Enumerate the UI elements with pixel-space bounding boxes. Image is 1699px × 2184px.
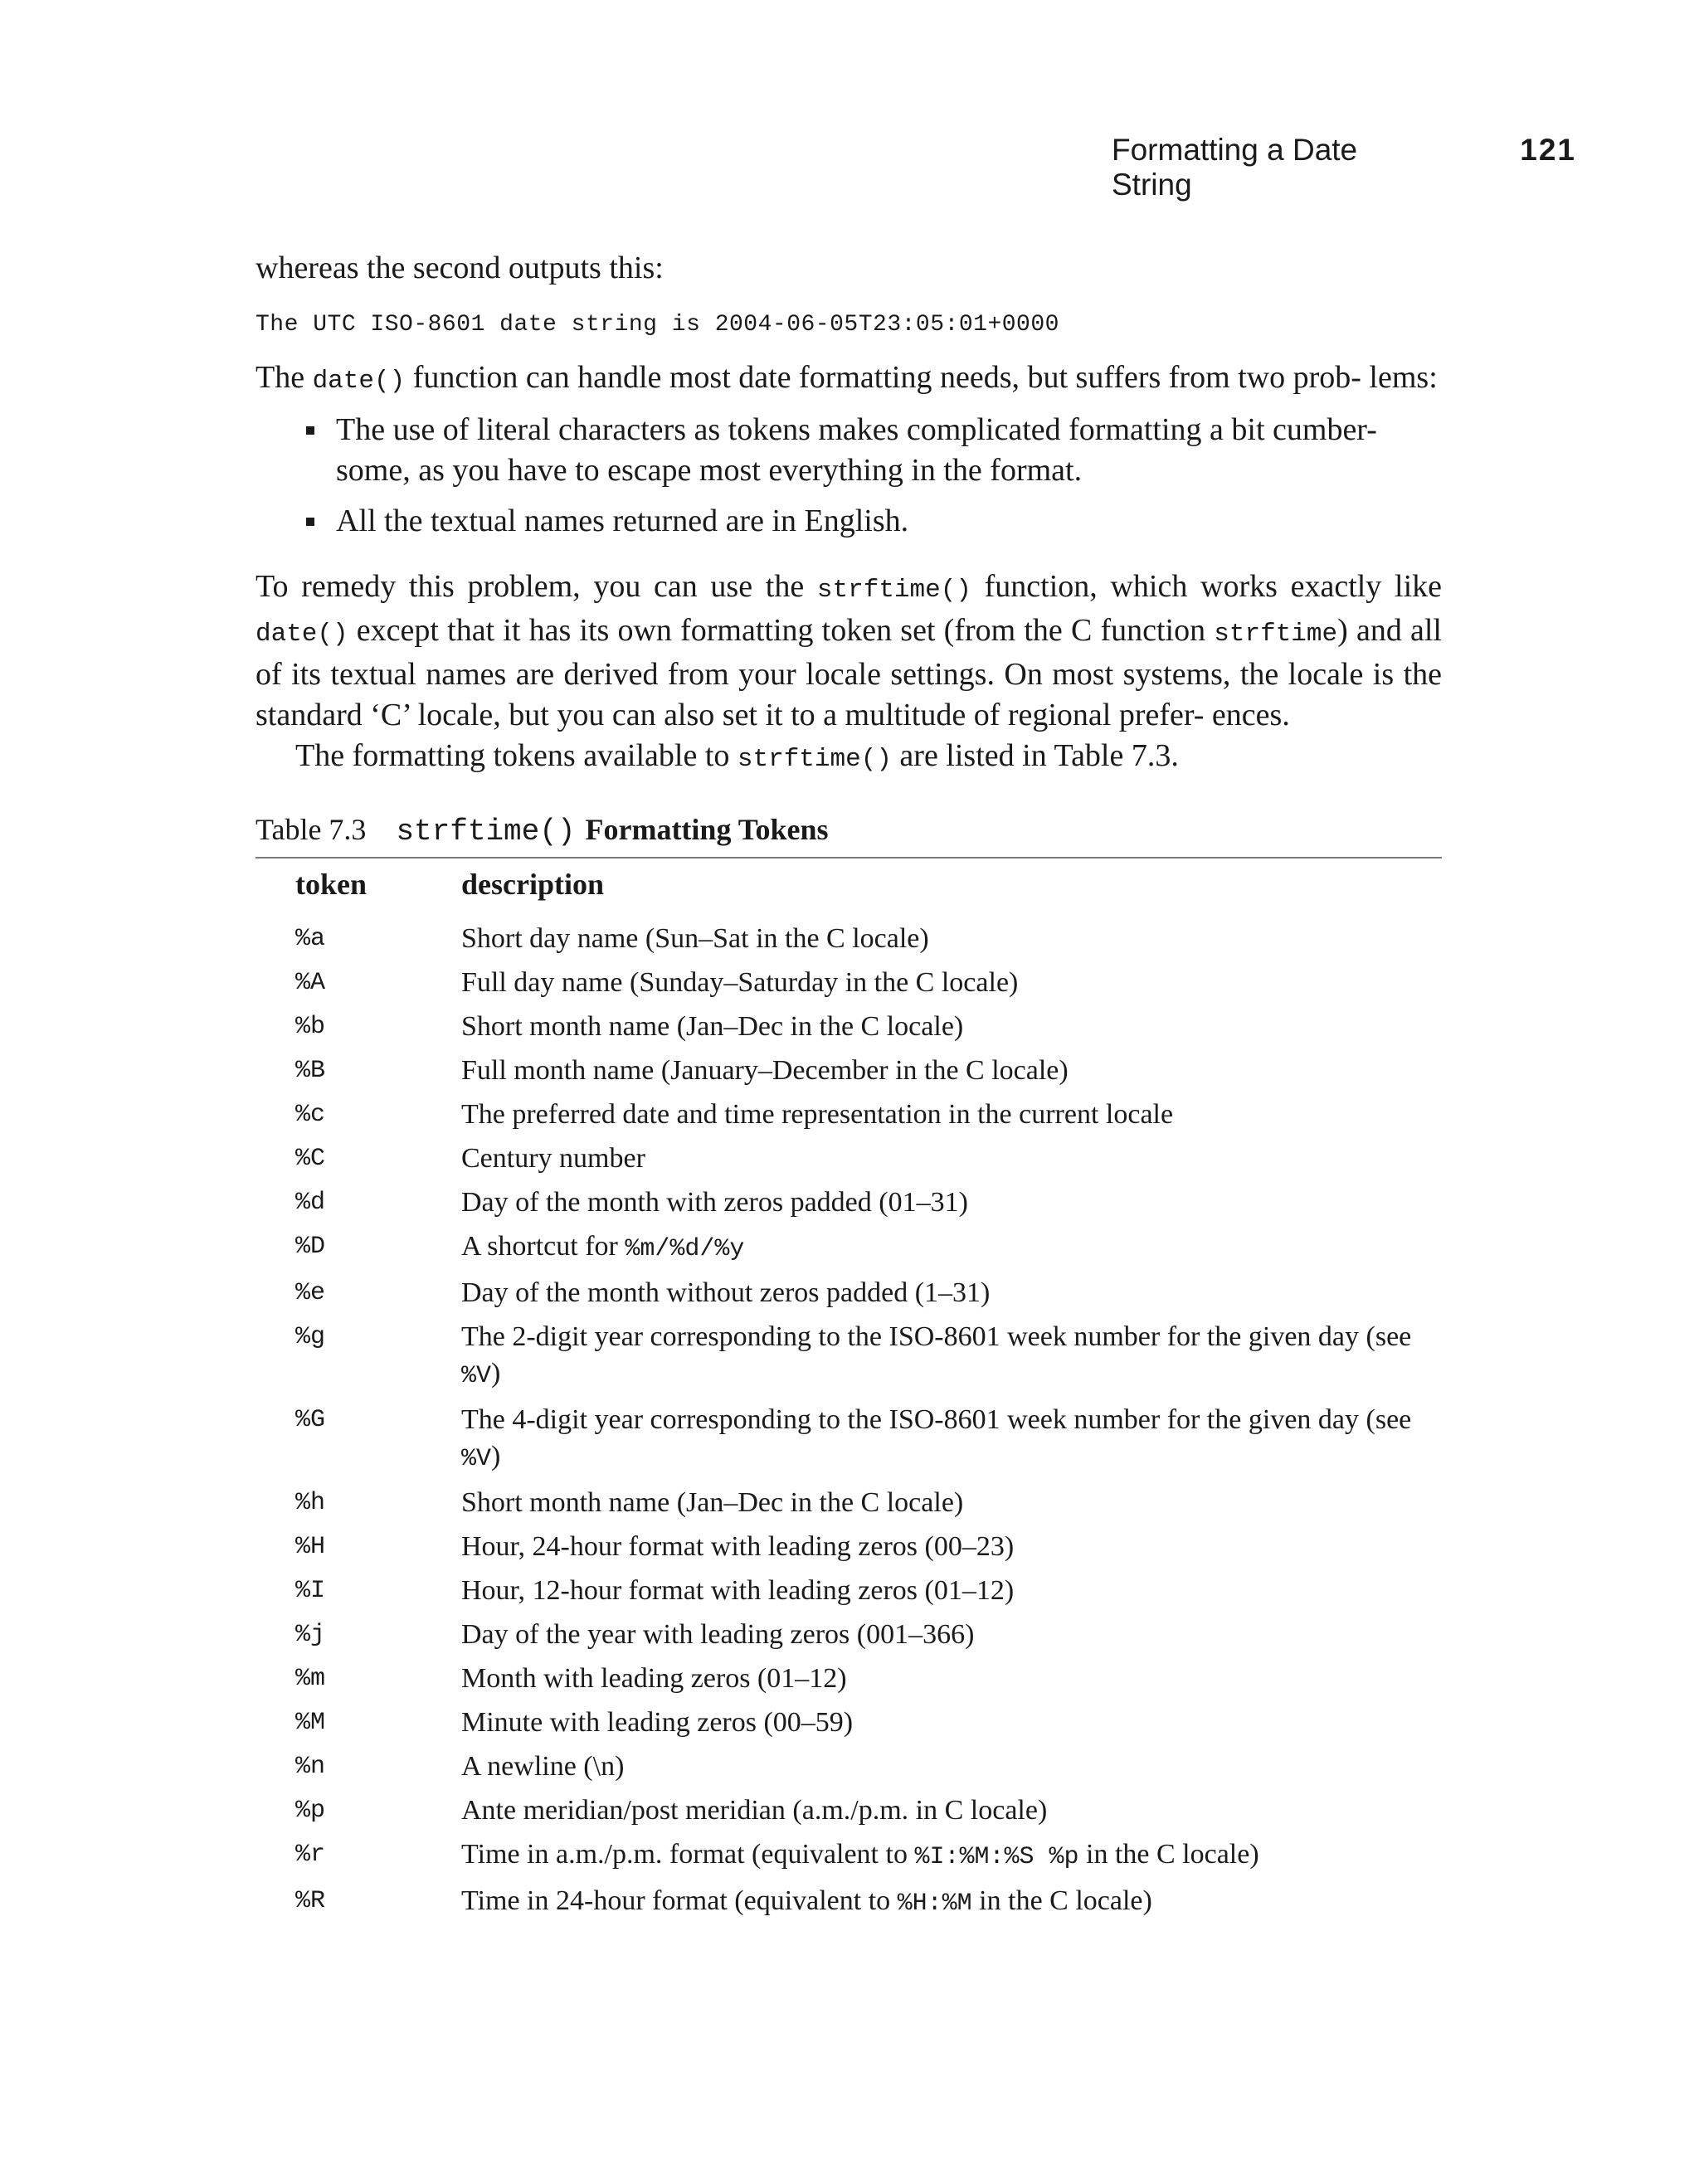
description-text: Full day name (Sunday–Saturday in the C locale) (461, 967, 1019, 998)
description-text: in the C locale) (971, 1885, 1152, 1916)
description-cell (461, 1525, 1442, 1569)
text-span: except that it has its own formatting token set (from the C function (348, 613, 1215, 648)
token-cell: %r (295, 1841, 326, 1869)
inline-code: %m/%d/%y (625, 1235, 745, 1263)
paragraph-table-ref (256, 736, 1442, 780)
token-cell: %b (295, 1013, 326, 1041)
token-cell: %H (295, 1533, 326, 1561)
description-cell (461, 1398, 1442, 1481)
description-cell (461, 1744, 1442, 1788)
description-cell (461, 1832, 1442, 1879)
paragraph-date-function (256, 358, 1442, 401)
description-cell (461, 1315, 1442, 1398)
table-caption (256, 811, 1442, 859)
text-span: function, which works exactly like (971, 569, 1442, 604)
page-content (256, 236, 1442, 1925)
token-cell: %n (295, 1753, 326, 1781)
list-item-text: All the textual names returned are in English. (336, 503, 909, 538)
list-item-text: The use of literal characters as tokens makes complicated formatting a bit cumber- some, as you have to escape most everything in the format. (336, 412, 1377, 488)
description-text: Day of the year with leading zeros (001–366) (461, 1619, 975, 1650)
token-cell: %p (295, 1797, 326, 1825)
token-cell: %g (295, 1323, 326, 1351)
description-cell (461, 917, 1442, 961)
tokens-table (256, 867, 1442, 1925)
description-cell (461, 1004, 1442, 1048)
description-text: ) (491, 1358, 501, 1389)
inline-code: %V (461, 1362, 492, 1390)
description-text: Day of the month with zeros padded (01–31) (461, 1187, 968, 1218)
inline-code: %V (461, 1445, 492, 1473)
description-cell (461, 1481, 1442, 1525)
description-text: Century number (461, 1143, 645, 1174)
description-text: Short month name (Jan–Dec in the C locale) (461, 1011, 964, 1042)
description-cell (461, 1136, 1442, 1180)
description-text: Month with leading zeros (01–12) (461, 1663, 847, 1694)
table-row (256, 1612, 1442, 1656)
paragraph-intro: whereas the second outputs this: (256, 251, 664, 285)
bullet-icon (306, 426, 314, 435)
token-cell: %d (295, 1189, 326, 1217)
bullet-icon (306, 518, 314, 526)
token-cell: %M (295, 1709, 326, 1737)
text-span: To remedy this problem, you can use the (256, 569, 817, 604)
table-row (256, 1879, 1442, 1925)
token-cell: %j (295, 1621, 326, 1649)
inline-code: strftime() (816, 576, 971, 605)
description-cell (461, 1180, 1442, 1224)
table-row (256, 1525, 1442, 1569)
table-row (256, 1569, 1442, 1612)
description-cell (461, 1271, 1442, 1315)
text-span: The (256, 360, 313, 395)
description-cell (461, 1612, 1442, 1656)
column-header-token: token (295, 868, 368, 901)
table-row (256, 1788, 1442, 1832)
description-cell (461, 1224, 1442, 1271)
text-span: are listed in Table 7.3. (891, 738, 1179, 773)
list-item (256, 410, 1442, 491)
inline-code: date() (312, 367, 406, 396)
token-cell: %I (295, 1577, 326, 1605)
table-caption-title: Formatting Tokens (585, 813, 829, 846)
description-text: Time in a.m./p.m. format (equivalent to (461, 1839, 915, 1870)
description-text: in the C locale) (1078, 1839, 1259, 1870)
inline-code: date() (256, 620, 348, 649)
running-title: Formatting a Date String (1112, 133, 1358, 202)
description-text: Hour, 24-hour format with leading zeros (00–23) (461, 1531, 1015, 1562)
problem-list (256, 410, 1442, 542)
token-cell: %B (295, 1057, 326, 1085)
code-output: The UTC ISO-8601 date string is 2004-06-05T23:05:01+0000 (256, 312, 1059, 338)
token-cell: %A (295, 969, 326, 997)
table-row (256, 1700, 1442, 1744)
description-text: The 2-digit year corresponding to the ISO-8601 week number for the given day (see (461, 1321, 1412, 1352)
page-number: 121 (1520, 133, 1576, 167)
inline-code: strftime() (737, 745, 892, 774)
description-text: ) (491, 1441, 501, 1471)
table-row (256, 1832, 1442, 1879)
table-row (256, 1004, 1442, 1048)
token-cell: %e (295, 1279, 326, 1307)
inline-code: %H:%M (897, 1890, 972, 1918)
description-text: Time in 24-hour format (equivalent to (461, 1885, 898, 1916)
description-cell (461, 1788, 1442, 1832)
description-text: The preferred date and time representation in the current locale (461, 1099, 1174, 1130)
table-row (256, 1271, 1442, 1315)
paragraph-strftime (256, 567, 1442, 736)
description-text: Ante meridian/post meridian (a.m./p.m. in C locale) (461, 1795, 1048, 1826)
token-cell: %G (295, 1406, 326, 1434)
table-caption-code: strftime() (396, 815, 576, 849)
token-cell: %C (295, 1145, 326, 1173)
token-cell: %D (295, 1233, 326, 1261)
text-span: function can handle most date formatting needs, but suffers from two prob- lems: (405, 360, 1438, 395)
description-text: Day of the month without zeros padded (1–31) (461, 1277, 991, 1308)
token-cell: %h (295, 1489, 326, 1517)
list-item (256, 501, 1442, 542)
description-cell (461, 1569, 1442, 1612)
table-row (256, 917, 1442, 961)
running-head (1112, 133, 1576, 202)
description-text: Short month name (Jan–Dec in the C locale) (461, 1487, 964, 1518)
token-cell: %a (295, 925, 326, 953)
column-header-description: description (461, 868, 605, 901)
token-cell: %R (295, 1887, 326, 1915)
table-row (256, 1656, 1442, 1700)
inline-code: strftime (1214, 620, 1338, 649)
description-cell (461, 1092, 1442, 1136)
table-caption-number: Table 7.3 (256, 813, 367, 846)
table-body (256, 917, 1442, 1925)
table-row (256, 1180, 1442, 1224)
description-text: Minute with leading zeros (00–59) (461, 1707, 854, 1738)
text-span: ) and all of its textual names are derived from your locale settings. On most systems, the locale is the standard ‘C’ locale, but you can also set it to a multitude of regional prefer- ences. (256, 613, 1442, 732)
description-cell (461, 1656, 1442, 1700)
token-cell: %m (295, 1665, 326, 1693)
table-row (256, 1315, 1442, 1398)
description-text: A newline (\n) (461, 1751, 625, 1782)
description-text: Full month name (January–December in the C locale) (461, 1055, 1069, 1086)
table-row (256, 1092, 1442, 1136)
description-text: Short day name (Sun–Sat in the C locale) (461, 923, 929, 954)
description-cell (461, 1048, 1442, 1092)
description-cell (461, 1879, 1442, 1925)
description-text: Hour, 12-hour format with leading zeros (01–12) (461, 1575, 1015, 1606)
inline-code: %I:%M:%S %p (914, 1843, 1079, 1871)
description-cell (461, 961, 1442, 1004)
table-header-row (256, 867, 1442, 917)
table-row (256, 1224, 1442, 1271)
description-text: A shortcut for (461, 1231, 626, 1262)
table-row (256, 1398, 1442, 1481)
table-row (256, 1136, 1442, 1180)
description-text: The 4-digit year corresponding to the ISO-8601 week number for the given day (see (461, 1404, 1412, 1435)
token-cell: %c (295, 1101, 326, 1129)
table-row (256, 1481, 1442, 1525)
table-row (256, 1744, 1442, 1788)
table-row (256, 1048, 1442, 1092)
table-row (256, 961, 1442, 1004)
text-span: The formatting tokens available to (295, 738, 738, 773)
description-cell (461, 1700, 1442, 1744)
